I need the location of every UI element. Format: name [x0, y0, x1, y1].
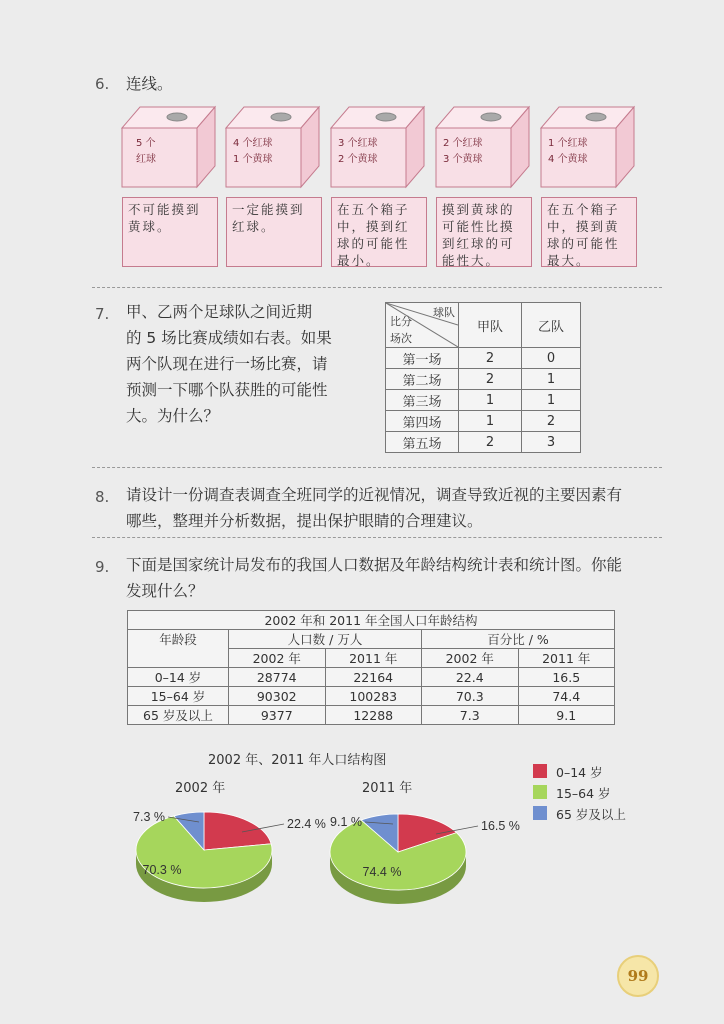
pie-2011-title: 2011 年	[362, 781, 413, 796]
q7-number: 7.	[95, 305, 110, 323]
pie-2002 年	[133, 810, 326, 902]
table-corner-cell	[386, 303, 459, 348]
page-number-badge	[617, 955, 659, 997]
population-table-title: 2002 年和 2011 年全国人口年龄结构	[128, 611, 615, 630]
pie-data-label: 74.4 %	[362, 865, 402, 879]
ball-boxes	[0, 0, 724, 200]
table-row: 第一场 2 0	[386, 348, 581, 369]
statement-card-5[interactable]: 在五个箱子中，摸到黄球的可能性最大。	[541, 197, 637, 267]
pie-data-label: 9.1 %	[330, 815, 362, 829]
table-row: 第五场 2 3	[386, 432, 581, 453]
population-table	[127, 610, 615, 725]
score-table	[385, 302, 581, 453]
box-opening	[271, 113, 291, 121]
q8-number: 8.	[95, 488, 110, 506]
box-opening	[376, 113, 396, 121]
col-team-a: 甲队	[459, 303, 522, 348]
q9-number: 9.	[95, 558, 110, 576]
box-3-label: 3 个红球 2 个黄球	[338, 138, 378, 165]
box-5-label: 1 个红球 4 个黄球	[548, 138, 588, 165]
table-row: 第二场 2 1	[386, 369, 581, 390]
pie-data-label: 16.5 %	[481, 819, 520, 833]
legend-label-15-64: 15–64 岁	[556, 786, 611, 801]
table-row: 第三场 1 1	[386, 390, 581, 411]
statement-card-1[interactable]: 不可能摸到黄球。	[122, 197, 218, 267]
page-number: 99	[627, 967, 649, 985]
header-age: 年龄段	[128, 630, 229, 668]
legend-swatch-0-14	[533, 764, 547, 778]
header-year: 2011 年	[518, 649, 615, 668]
header-year: 2002 年	[422, 649, 519, 668]
table-row: 15–64 岁 90302 100283 70.3 74.4	[128, 687, 615, 706]
pie-data-label: 7.3 %	[133, 810, 165, 824]
chart-title: 2002 年、2011 年人口结构图	[208, 753, 387, 768]
box-1-label: 5 个 红球	[136, 138, 156, 165]
legend-swatch-65	[533, 806, 547, 820]
table-row: 第四场 1 2	[386, 411, 581, 432]
statement-card-3[interactable]: 在五个箱子中，摸到红球的可能性最小。	[331, 197, 427, 267]
q9-text: 下面是国家统计局发布的我国人口数据及年龄结构统计表和统计图。你能 发现什么？	[126, 556, 623, 600]
legend-swatch-15-64	[533, 785, 547, 799]
q6-title: 连线。	[126, 75, 173, 93]
col-team-b: 乙队	[522, 303, 581, 348]
box-opening	[481, 113, 501, 121]
box-opening	[586, 113, 606, 121]
divider	[92, 537, 662, 538]
q6-number: 6.	[95, 75, 110, 93]
legend-label-0-14: 0–14 岁	[556, 765, 603, 780]
divider	[92, 287, 662, 288]
corner-team: 球队	[433, 306, 455, 319]
corner-game: 场次	[390, 332, 412, 345]
pie-data-label: 22.4 %	[287, 817, 326, 831]
pie-data-label: 70.3 %	[142, 863, 182, 877]
pie-2011 年	[330, 814, 520, 904]
box-2-label: 4 个红球 1 个黄球	[233, 138, 273, 165]
header-year: 2011 年	[325, 649, 422, 668]
box-4-label: 2 个红球 3 个黄球	[443, 138, 483, 165]
statement-card-2[interactable]: 一定能摸到红球。	[226, 197, 322, 267]
divider	[92, 467, 662, 468]
statement-card-4[interactable]: 摸到黄球的可能性比摸到红球的可能性大。	[436, 197, 532, 267]
table-row: 0–14 岁 28774 22164 22.4 16.5	[128, 668, 615, 687]
box-opening	[167, 113, 187, 121]
corner-score: 比分	[390, 315, 412, 328]
q7-text: 甲、乙两个足球队之间近期 的 5 场比赛成绩如右表。如果 两个队现在进行一场比赛，请 预测一下哪个队获胜的可能性 大。为什么？	[126, 303, 332, 425]
pie-slice	[204, 812, 271, 850]
header-percent: 百分比 / %	[422, 630, 615, 649]
header-year: 2002 年	[229, 649, 326, 668]
header-population: 人口数 / 万人	[229, 630, 422, 649]
table-row: 65 岁及以上 9377 12288 7.3 9.1	[128, 706, 615, 725]
pie-2002-title: 2002 年	[175, 781, 226, 796]
legend-label-65: 65 岁及以上	[556, 807, 626, 822]
q8-text: 请设计一份调查表调查全班同学的近视情况，调查导致近视的主要因素有 哪些，整理并分析数据，提出保护眼睛的合理建议。	[126, 486, 623, 530]
